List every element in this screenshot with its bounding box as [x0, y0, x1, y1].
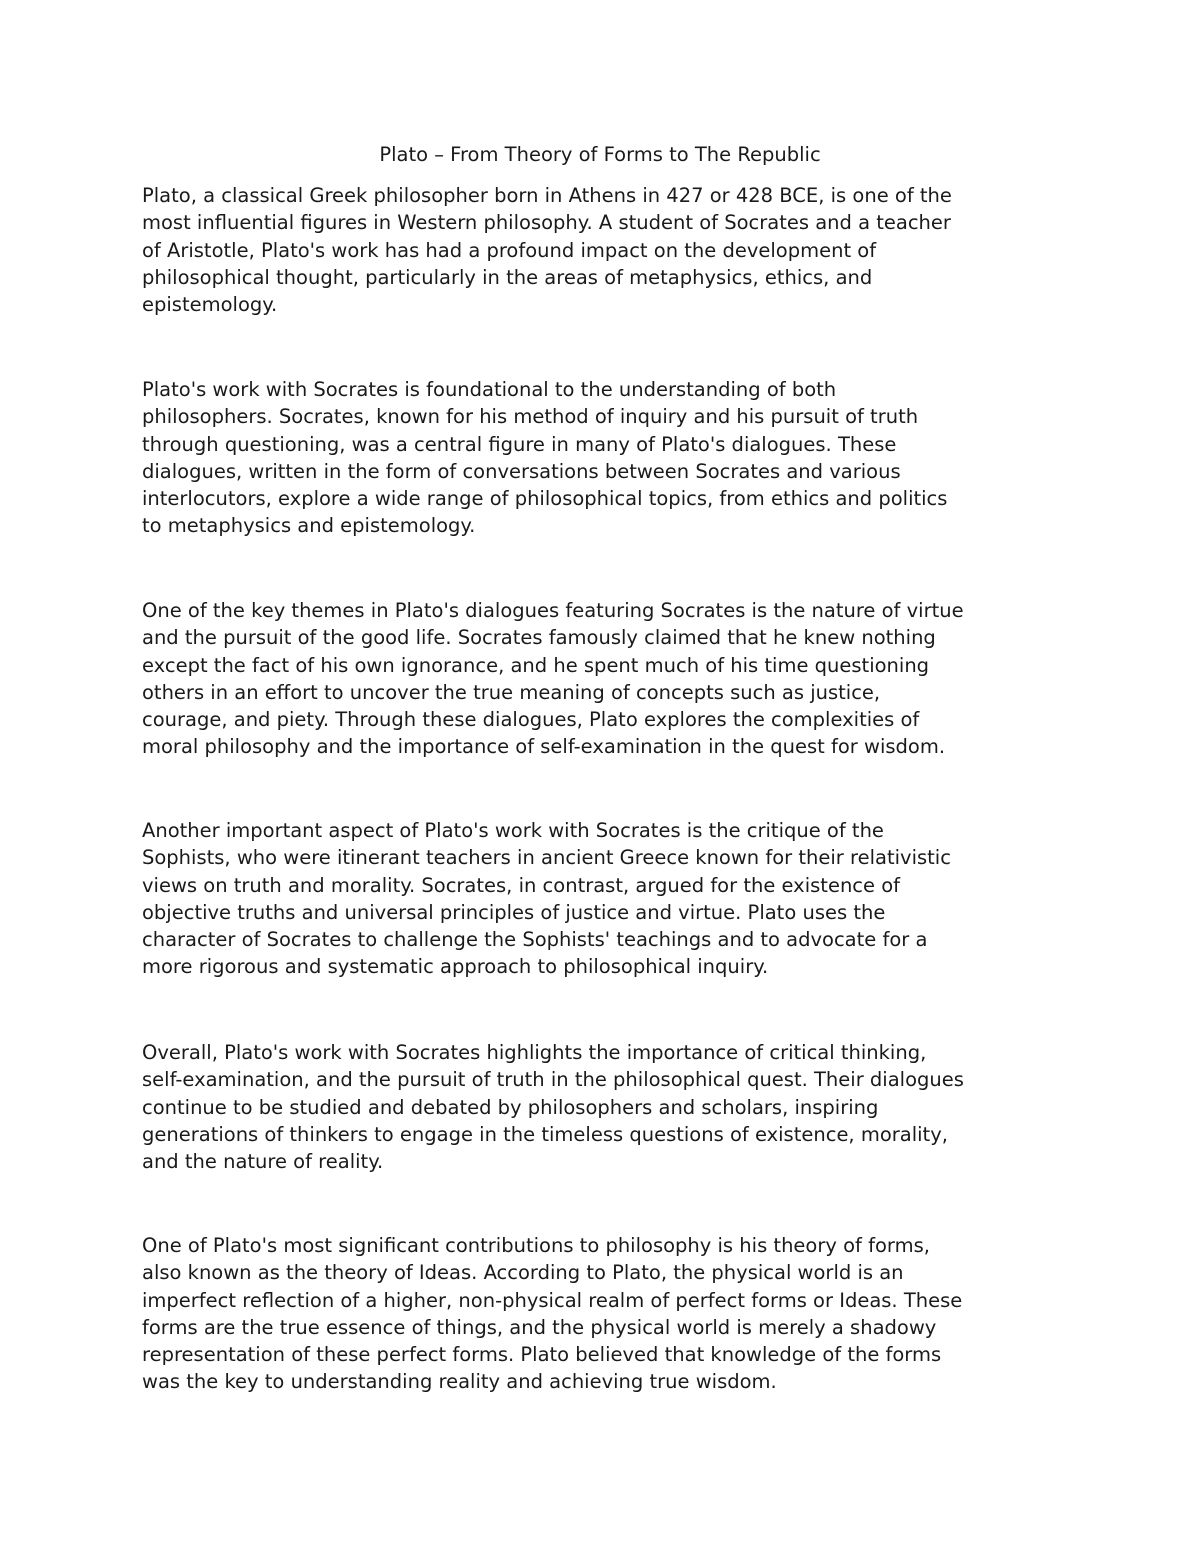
paragraph-line: representation of these perfect forms. Plato believed that knowledge of the forms	[142, 1343, 942, 1367]
paragraph-line: views on truth and morality. Socrates, in contrast, argued for the existence of	[142, 873, 901, 897]
paragraph-virtue-theme	[142, 597, 1062, 761]
paragraph-line: generations of thinkers to engage in the timeless questions of existence, morality,	[142, 1122, 948, 1146]
paragraph-line: to metaphysics and epistemology.	[142, 514, 476, 538]
paragraph-line: courage, and piety. Through these dialogues, Plato explores the complexities of	[142, 708, 920, 732]
paragraph-line: forms are the true essence of things, and the physical world is merely a shadowy	[142, 1315, 937, 1339]
paragraph-line: except the fact of his own ignorance, and he spent much of his time questioning	[142, 653, 930, 677]
paragraph-line: One of the key themes in Plato's dialogues featuring Socrates is the nature of virtue	[142, 599, 964, 622]
paragraph-line: most influential figures in Western philosophy. A student of Socrates and a teacher	[142, 211, 951, 235]
paragraph-line: Plato, a classical Greek philosopher born in Athens in 427 or 428 BCE, is one of the	[142, 184, 952, 207]
paragraph-line: also known as the theory of Ideas. According to Plato, the physical world is an	[142, 1261, 904, 1285]
paragraph-theory-of-forms	[142, 1232, 1062, 1396]
paragraph-line: dialogues, written in the form of conversations between Socrates and various	[142, 459, 901, 483]
paragraph-line: epistemology.	[142, 293, 278, 317]
paragraph-line: One of Plato's most significant contributions to philosophy is his theory of forms,	[142, 1234, 930, 1257]
paragraph-line: interlocutors, explore a wide range of philosophical topics, from ethics and politics	[142, 487, 948, 511]
paragraph-line: objective truths and universal principles of justice and virtue. Plato uses the	[142, 900, 886, 924]
paragraph-socrates-foundation	[142, 376, 1062, 540]
paragraph-line: and the pursuit of the good life. Socrates famously claimed that he knew nothing	[142, 626, 936, 650]
paragraph-line: and the nature of reality.	[142, 1150, 384, 1174]
paragraph-line: self-examination, and the pursuit of truth in the philosophical quest. Their dialogues	[142, 1068, 964, 1092]
paragraph-line: Overall, Plato's work with Socrates highlights the importance of critical thinking,	[142, 1041, 927, 1064]
paragraph-line: continue to be studied and debated by philosophers and scholars, inspiring	[142, 1095, 879, 1119]
paragraph-line: others in an effort to uncover the true meaning of concepts such as justice,	[142, 680, 881, 704]
paragraph-line: philosophical thought, particularly in the areas of metaphysics, ethics, and	[142, 265, 873, 289]
paragraph-line: more rigorous and systematic approach to philosophical inquiry.	[142, 955, 769, 979]
paragraph-sophists-critique	[142, 817, 1062, 981]
paragraph-line: imperfect reflection of a higher, non-physical realm of perfect forms or Ideas. These	[142, 1288, 963, 1312]
paragraph-line: of Aristotle, Plato's work has had a profound impact on the development of	[142, 238, 877, 262]
paragraph-line: through questioning, was a central figure in many of Plato's dialogues. These	[142, 432, 897, 456]
paragraph-intro	[142, 182, 1062, 318]
paragraph-line: moral philosophy and the importance of self-examination in the quest for wisdom.	[142, 735, 946, 759]
paragraph-line: was the key to understanding reality and achieving true wisdom.	[142, 1370, 777, 1394]
paragraph-line: Sophists, who were itinerant teachers in ancient Greece known for their relativistic	[142, 846, 951, 870]
document-title: Plato – From Theory of Forms to The Republic	[379, 143, 821, 166]
paragraph-line: philosophers. Socrates, known for his method of inquiry and his pursuit of truth	[142, 405, 919, 429]
paragraph-overall	[142, 1039, 1062, 1175]
paragraph-line: character of Socrates to challenge the Sophists' teachings and to advocate for a	[142, 928, 928, 952]
paragraph-line: Another important aspect of Plato's work with Socrates is the critique of the	[142, 819, 884, 842]
paragraph-line: Plato's work with Socrates is foundational to the understanding of both	[142, 378, 837, 401]
